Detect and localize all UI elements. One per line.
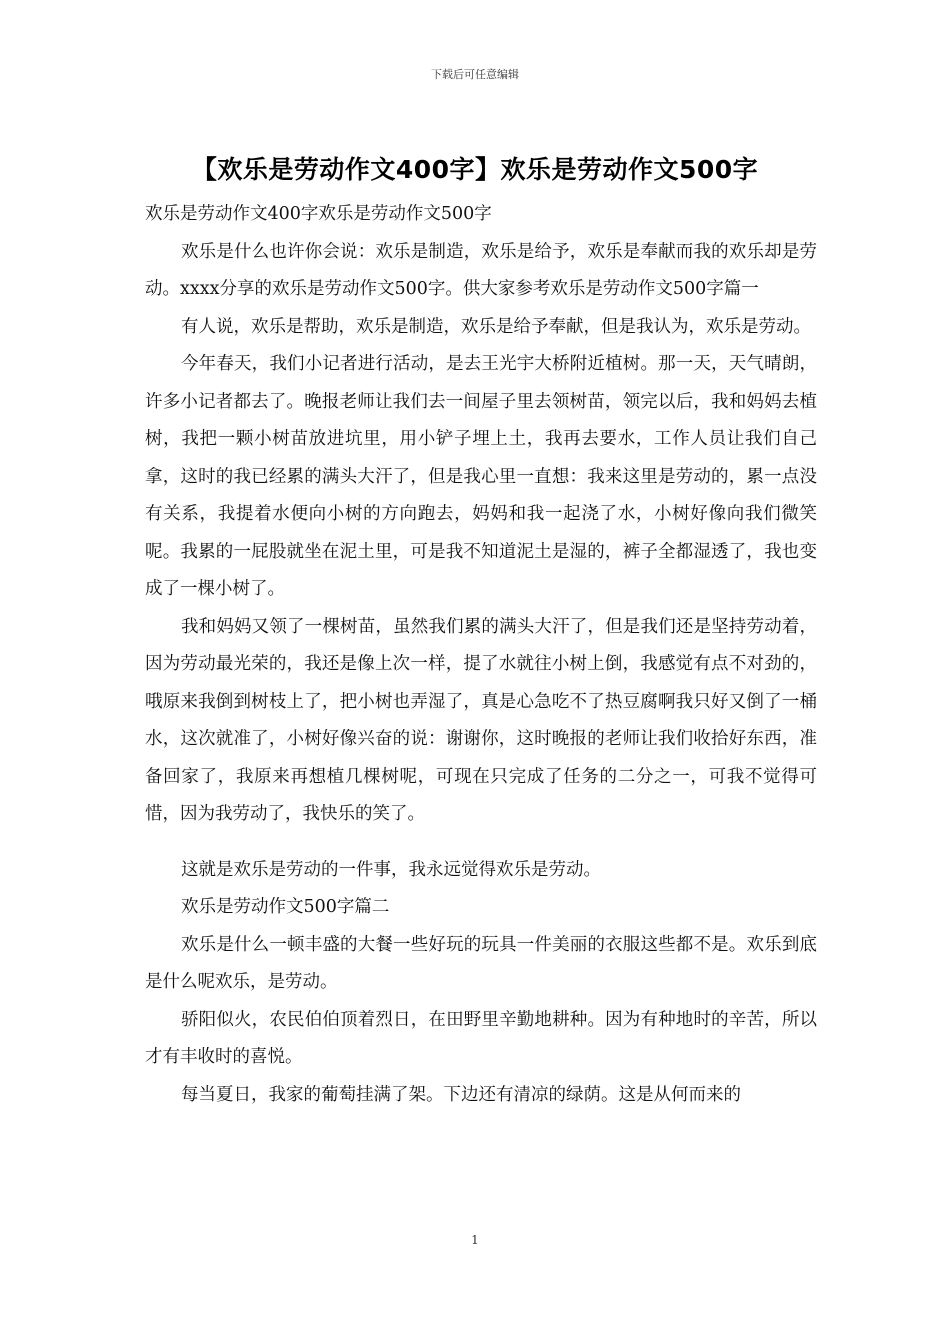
document-body bbox=[145, 196, 817, 1114]
body-paragraph: 欢乐是什么也许你会说：欢乐是制造，欢乐是给予，欢乐是奉献而我的欢乐却是劳动。xxxx分享的欢乐是劳动作文500字。供大家参考欢乐是劳动作文500字篇一 bbox=[145, 241, 817, 299]
body-paragraph: 今年春天，我们小记者进行活动，是去王光宇大桥附近植树。那一天，天气晴朗，许多小记者都去了。晚报老师让我们去一间屋子里去领树苗，领完以后，我和妈妈去植树，我把一颗小树苗放进坑里，用小铲子埋上土，我再去要水，工作人员让我们自己拿，这时的我已经累的满头大汗了，但是我心里一直想：我来这里是劳动的，累一点没有关系，我提着水便向小树的方向跑去，妈妈和我一起浇了水，小树好像向我们微笑呢。我累的一屁股就坐在泥土里，可是我不知道泥土是湿的，裤子全都湿透了，我也变成了一棵小树了。 bbox=[145, 354, 817, 599]
body-paragraph: 这就是欢乐是劳动的一件事，我永远觉得欢乐是劳动。 bbox=[181, 859, 601, 880]
section-heading: 欢乐是劳动作文500字篇二 bbox=[181, 897, 390, 917]
subtitle-paragraph: 欢乐是劳动作文400字欢乐是劳动作文500字 bbox=[145, 204, 492, 224]
page-number: 1 bbox=[471, 1233, 479, 1247]
body-paragraph: 每当夏日，我家的葡萄挂满了架。下边还有清凉的绿荫。这是从何而来的 bbox=[181, 1084, 741, 1105]
document-title: 【欢乐是劳动作文400字】欢乐是劳动作文500字 bbox=[191, 155, 759, 184]
body-paragraph: 我和妈妈又领了一棵树苗，虽然我们累的满头大汗了，但是我们还是坚持劳动着，因为劳动最光荣的，我还是像上次一样，提了水就往小树上倒，我感觉有点不对劲的，哦原来我倒到树枝上了，把小树也弄湿了，真是心急吃不了热豆腐啊我只好又倒了一桶水，这次就准了，小树好像兴奋的说：谢谢你，这时晚报的老师让我们收拾好东西，准备回家了，我原来再想植几棵树呢，可现在只完成了任务的二分之一，可我不觉得可惜，因为我劳动了，我快乐的笑了。 bbox=[145, 616, 817, 824]
body-paragraph: 欢乐是什么一顿丰盛的大餐一些好玩的玩具一件美丽的衣服这些都不是。欢乐到底是什么呢欢乐，是劳动。 bbox=[145, 934, 817, 992]
header-note: 下载后可任意编辑 bbox=[431, 68, 519, 81]
body-paragraph: 骄阳似火，农民伯伯顶着烈日，在田野里辛勤地耕种。因为有种地时的辛苦，所以才有丰收时的喜悦。 bbox=[145, 1009, 817, 1067]
body-paragraph: 有人说，欢乐是帮助，欢乐是制造，欢乐是给予奉献，但是我认为，欢乐是劳动。 bbox=[181, 316, 811, 337]
